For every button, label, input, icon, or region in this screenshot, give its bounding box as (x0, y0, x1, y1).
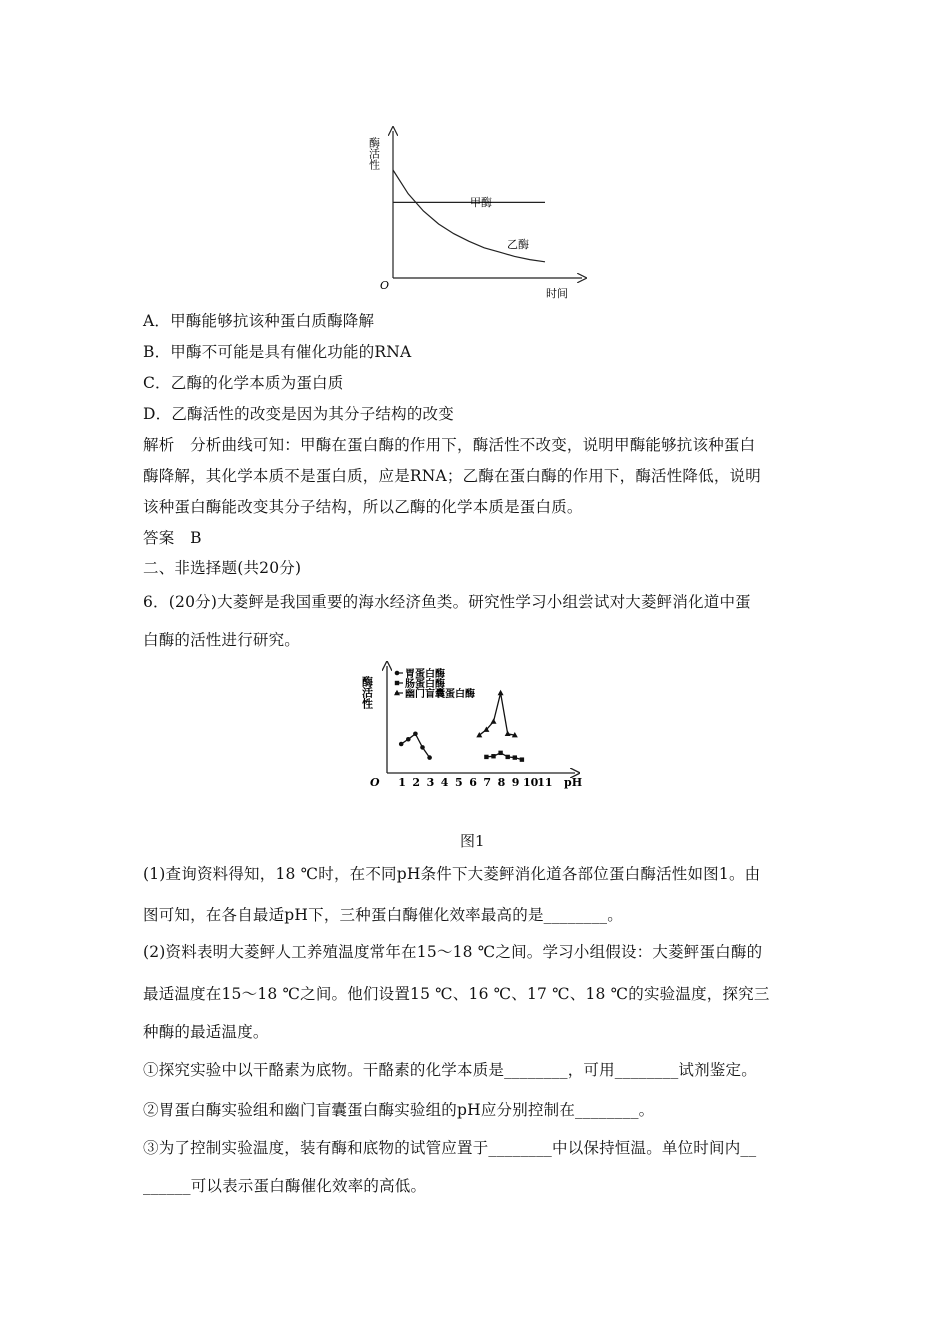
x-tick-label: 6 (469, 776, 477, 789)
x-tick-label: 8 (497, 776, 506, 789)
option-a: A．甲酶能够抗该种蛋白质酶降解 (143, 312, 375, 330)
legend-label-1: 肠蛋白酶 (405, 679, 445, 690)
x-tick-label: 4 (440, 776, 449, 789)
series-label-jiamei: 甲酶 (470, 196, 492, 209)
data-point-1 (498, 751, 502, 755)
data-point-0 (427, 755, 432, 760)
analysis-line-2: 酶降解，其化学本质不是蛋白质，应是RNA；乙酶在蛋白酶的作用下，酶活性降低，说明 (143, 467, 761, 485)
x-tick-labels (398, 776, 552, 789)
data-point-1 (506, 755, 510, 759)
figure-caption: 图1 (460, 832, 485, 850)
x-tick-label: 11 (537, 776, 553, 789)
analysis-line-3: 该种蛋白酶能改变其分子结构，所以乙酶的化学本质是蛋白质。 (143, 498, 583, 516)
x-tick-label: 1 (398, 776, 406, 789)
data-point-1 (513, 755, 517, 759)
part-2-q3: ③为了控制实验温度，装有酶和底物的试管应置于________中以保持恒温。单位时间内__ (143, 1139, 757, 1157)
part-2-q1: ①探究实验中以干酪素为底物。干酪素的化学本质是________，可用________试剂鉴定。 (143, 1061, 757, 1079)
series-label-yimei: 乙酶 (507, 238, 529, 251)
data-point-1 (484, 755, 488, 759)
enzyme-ph-chart (360, 660, 590, 795)
x-axis-label: pH (564, 776, 583, 789)
legend-label-0: 胃蛋白酶 (405, 669, 445, 680)
x-tick-label: 3 (426, 776, 435, 789)
data-point-0 (399, 742, 404, 747)
legend (394, 667, 475, 700)
analysis-line-1: 解析 分析曲线可知：甲酶在蛋白酶的作用下，酶活性不改变，说明甲酶能够抗该种蛋白 (143, 436, 756, 454)
y-axis-label: 酶活性 (360, 676, 374, 709)
part-1-line-1: (1)查询资料得知，18 ℃时，在不同pH条件下大菱鲆消化道各部位蛋白酶活性如图1。由 (143, 865, 761, 883)
x-tick-label: 2 (412, 776, 421, 789)
series-line-2 (479, 693, 515, 735)
data-point-2 (505, 731, 511, 736)
part-1-line-2: 图可知，在各自最适pH下，三种蛋白酶催化效率最高的是________。 (143, 906, 623, 924)
data-point-2 (498, 690, 504, 695)
x-tick-label: 7 (483, 776, 492, 789)
data-point-0 (413, 732, 418, 737)
part-2-line-1: (2)资料表明大菱鲆人工养殖温度常年在15～18 ℃之间。学习小组假设：大菱鲆蛋白酶的 (143, 943, 763, 961)
x-tick-label: 5 (455, 776, 463, 789)
option-d: D．乙酶活性的改变是因为其分子结构的改变 (143, 405, 454, 423)
section-heading: 二、非选择题(共20分) (143, 559, 302, 577)
data-point-0 (420, 745, 425, 750)
origin-label: O (380, 279, 390, 292)
answer-line: 答案 B (143, 529, 202, 547)
origin-label: O (370, 776, 380, 789)
x-axis-label: 时间 (546, 287, 568, 300)
question-6-intro: 6．(20分)大菱鲆是我国重要的海水经济鱼类。研究性学习小组尝试对大菱鲆消化道中蛋 (143, 593, 751, 611)
data-point-1 (491, 754, 495, 758)
question-6-intro-cont: 白酶的活性进行研究。 (143, 631, 301, 649)
part-2-line-3: 种酶的最适温度。 (143, 1023, 269, 1041)
data-point-2 (491, 718, 497, 723)
part-2-line-2: 最适温度在15～18 ℃之间。他们设置15 ℃、16 ℃、17 ℃、18 ℃的实验温度，探究三 (143, 985, 770, 1003)
option-c: C．乙酶的化学本质为蛋白质 (143, 374, 344, 392)
x-tick-label: 10 (523, 776, 539, 789)
legend-marker-0 (395, 671, 400, 676)
part-2-q3-cont: ______可以表示蛋白酶催化效率的高低。 (143, 1177, 427, 1195)
x-tick-label: 9 (511, 776, 520, 789)
data-point-1 (520, 757, 524, 761)
series-line-0 (401, 734, 429, 758)
part-2-q2: ②胃蛋白酶实验组和幽门盲囊蛋白酶实验组的pH应分别控制在________。 (143, 1101, 655, 1119)
series-group (399, 690, 524, 762)
legend-marker-1 (395, 681, 399, 685)
enzyme-time-chart (360, 125, 590, 305)
legend-label-2: 幽门盲囊蛋白酶 (405, 689, 475, 700)
y-axis-label: 酶活性 (367, 137, 381, 170)
option-b: B．甲酶不可能是具有催化功能的RNA (143, 343, 412, 361)
data-point-0 (406, 737, 411, 742)
